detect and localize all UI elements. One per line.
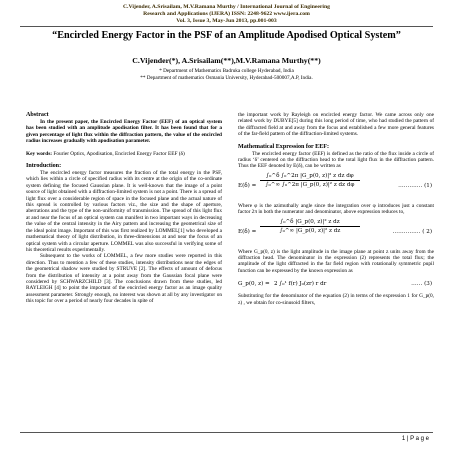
eq1-fraction — [260, 173, 360, 189]
affiliation-1: * Department of Mathematics Badruka college Hyderabad, India — [159, 68, 294, 74]
equation-3 — [238, 277, 434, 293]
right-column — [238, 112, 434, 306]
header-line-1: C.Vijender, A.Srisailam, M.V.Ramana Murthy / International Journal of Engineering — [122, 4, 331, 10]
math-para-4: Substituting for the denominator of the equation (2) in terms of the expression 1 for G_p(0, z) , we obtain for co-sinusoid filters, — [238, 293, 434, 306]
eq3-lhs: G_p(0, z) = — [238, 281, 270, 288]
equation-2 — [238, 219, 434, 249]
paper-title: “Encircled Energy Factor in the PSF of an Amplitude Apodised Optical System” — [52, 30, 401, 41]
header-line-2: Research and Applications (IJERA) ISSN: 2248-9622 www.ijera.com — [143, 10, 310, 17]
keywords-text: Fourier Optics, Apodisation, Encircled Energy Factor EEF (δ) — [53, 150, 185, 157]
introduction-para-1: The encircled energy factor measures the fraction of the total energy in the PSF, which lies within a circle of specified radius with its centre at the origin of the co-ordinate system defining the focused Gaussian plane. It is well-known that the image of a point source of light obtained with a diffraction-limited system is not a point. There is a spread of light flux over a considerable region of space in the focused plane and the actual nature of this spread is controlled by various factors viz., the size and the shape of aperture, aberrations and the type of the non-uniformity of transmission. The spread of this light flux at and near the focus of an optical system can manifest in two important ways in decreasing the value of the central intensity in the Airy pattern and increasing the geometrical size of the ideal point image. Important of this was first realized by LOMMEL[1] who developed a mathematical theory of light distribution, in three-dimensions at and near the focus of an optical system with a circular aperture. LOMMEL was also successful in verifying some of his theoretical results experimentally. — [26, 170, 222, 253]
eq2-denominator: ∫₀^∞ |G_p(0, z)|² z dz — [279, 228, 341, 235]
equation-1 — [238, 173, 434, 203]
eq1-lhs: E(δ) = — [238, 182, 257, 189]
eq2-numerator: ∫₀^δ |G_p(0, z)|² z dz — [260, 219, 360, 227]
header-divider — [20, 26, 433, 27]
left-column — [26, 112, 222, 305]
abstract-body: In the present paper, the Encircled Energy Factor (EEF) of an optical system has been studied with an amplitude apodisation filter. It has been found that for a given percentage of light flux within the diffraction pattern, the value of the encircled radius increases gradually with apodisation parameter. — [26, 119, 222, 145]
page-number: 1 | P a g e — [401, 436, 429, 442]
math-para-1: The encircled energy factor (EEF) is defined as the ratio of the flux inside a circle of radius ‘δ’ centered on the diffraction head to the total light flux in the diffraction pattern. Thus the EEF denoted by E(δ), can be written as — [238, 150, 434, 170]
header-line-3: Vol. 3, Issue 3, May-Jun 2013, pp.001-003 — [176, 17, 277, 24]
eq3-number: …… (3) — [411, 281, 432, 288]
eq2-fraction — [260, 219, 360, 235]
eq1-denominator: ∫₀^∞ ∫₀^2π |G_p(0, z)|² z dz dφ — [265, 182, 355, 189]
eq2-lhs: E(δ) = — [238, 228, 257, 235]
introduction-heading: Introduction: — [26, 163, 62, 170]
math-para-2: Where φ is the azimuthally angle since the integration over φ introduces just a constant factor 2π in both the numerator and denominator, above expression reduces to, — [238, 202, 434, 216]
eq1-number: …………. (1) — [398, 182, 432, 189]
eq2-number: …………… ( 2) — [392, 228, 432, 235]
footer-divider — [20, 432, 433, 433]
right-para-continued: the important work by Rayleigh on encircled energy factor. We came across only one related work by DUBYE[5] during this long period of time, who had studied the pattern of the diffracted field at and away from the focus and established a few more general features of the far-field pattern of the diffraction-limited systems. — [238, 112, 434, 138]
paper-authors: C.Vijender(*), A.Srisailam(**),M.V.Ramana Murthy(**) — [132, 56, 321, 65]
abstract-heading: Abstract — [26, 112, 49, 118]
introduction-para-2: Subsequent to the works of LOMMEL, a few more studies were reported in this direction. Thus to mention a few of these studies, intensity distributions near the edges of the geometrical shadow were studied by STRUVE [2]. The effects of amount of defocus from the distribution of intensity at a point away from the Gaussian focal plane were considered by SCHWARZCHILD [3]. The conclusions drawn from these studies, led RAYLEIGH [4] to point the important of the encircled energy factor as an image quality assessment parameter. Strongly enough, no interest was shown at all by any investigator on this topic for over a period of nearly four decades in spite of — [26, 253, 222, 305]
eq3-rhs: 2 ∫₀¹ f(r) J₀(zr) r dr — [274, 281, 327, 288]
running-header — [20, 4, 433, 24]
keywords-label: Key words: — [26, 150, 53, 157]
eq1-numerator: ∫₀^δ ∫₀^2π |G_p(0, z)|² z dz dφ — [260, 173, 360, 181]
math-heading: Mathematical Expression for EEF: — [238, 143, 330, 150]
affiliation-2: ** Department of mathematics Osmania University, Hyderabad-500007,A.P, India. — [140, 75, 313, 81]
math-para-3: Where G_p(0, z) is the light amplitude in the image plane at point z units away from the diffraction head. The denominator in the expression (2) represents the total flux; the amplitude of the light diffracted in the far field region with rotationally symmetric pupil function can be expressed by the known expression as — [238, 248, 434, 274]
